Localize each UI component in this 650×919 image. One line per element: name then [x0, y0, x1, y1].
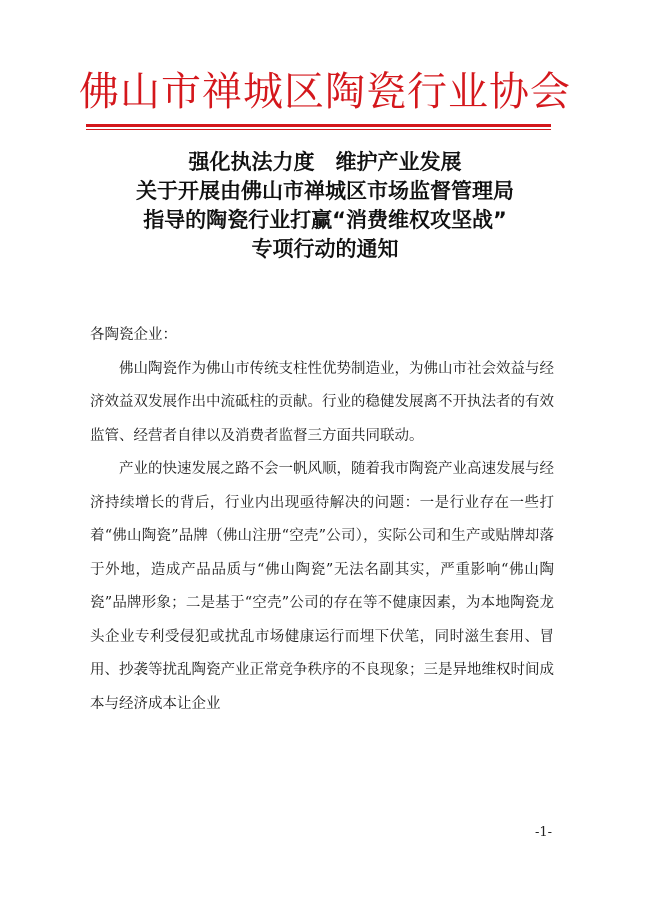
body-paragraph: 产业的快速发展之路不会一帆风顺，随着我市陶瓷产业高速发展与经济持续增长的背后，行业内出现亟待解决的问题：一是行业存在一些打着“佛山陶瓷”品牌（佛山注册“空壳”公司），实际公司和生产或贴牌却落于外地，造成产品品质与“佛山陶瓷”无法名副其实，严重影响“佛山陶瓷”品牌形象；二是基于“空壳”公司的存在等不健康因素，为本地陶瓷龙头企业专利受侵犯或扰乱市场健康运行而埋下伏笔，同时滋生套用、冒用、抄袭等扰乱陶瓷产业正常竞争秩序的不良现象；三是异地维权时间成本与经济成本让企业: [90, 461, 554, 712]
organization-letterhead: 佛山市禅城区陶瓷行业协会: [79, 69, 571, 115]
title-line: 专项行动的通知: [251, 237, 399, 261]
body-paragraph: 佛山陶瓷作为佛山市传统支柱性优势制造业，为佛山市社会效益与经济效益双发展作出中流砥柱的贡献。行业的稳健发展离不开执法者的有效监管、经营者自律以及消费者监督三方面共同联动。: [90, 360, 554, 444]
letterhead-rule-thick: [86, 124, 551, 127]
title-line: 指导的陶瓷行业打赢“消费维权攻坚战”: [143, 208, 507, 232]
document-body: [90, 319, 554, 721]
title-line: 强化执法力度 维护产业发展: [188, 150, 462, 174]
salutation: 各陶瓷企业：: [90, 327, 177, 343]
page-number: -1-: [534, 825, 552, 840]
document-title: [60, 148, 590, 264]
letterhead-rule-thin: [86, 129, 551, 130]
title-line: 关于开展由佛山市禅城区市场监督管理局: [136, 179, 514, 203]
